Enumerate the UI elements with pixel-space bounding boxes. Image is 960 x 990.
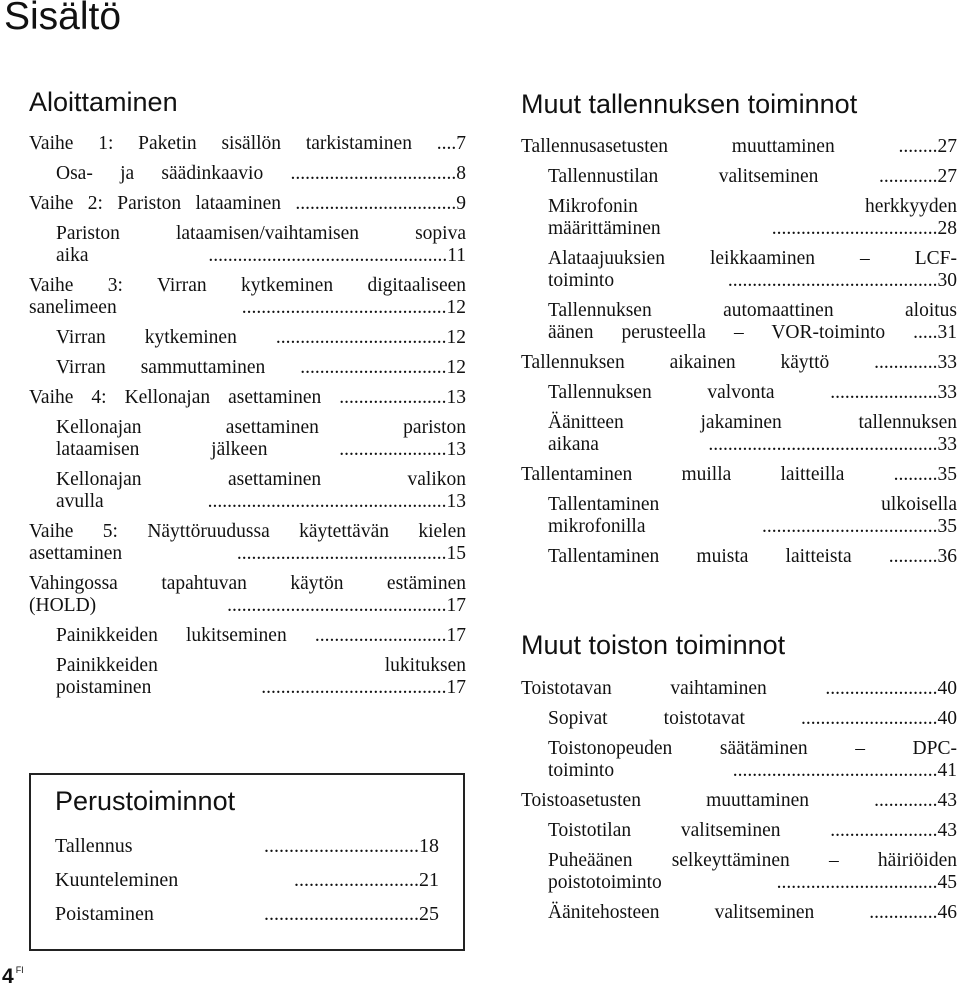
toc-entry[interactable]	[55, 903, 439, 925]
toc-entry[interactable]	[521, 464, 957, 486]
toc-leader-dots: .............	[874, 352, 938, 373]
toc-leader-dots: ...............................	[264, 903, 419, 925]
toc-leader-dots: ......................	[830, 382, 938, 403]
toc-entry-title: toiminto	[548, 270, 728, 291]
toc-entry[interactable]	[29, 223, 466, 267]
toc-leader-dots: ......................	[339, 387, 447, 408]
toc-page-number: 33	[937, 434, 957, 455]
toc-page-number: 12	[446, 357, 466, 378]
toc-entry-title: Vaihe 3: Virran kytkeminen digitaaliseen	[29, 275, 466, 296]
toc-leader-dots: .........	[893, 464, 938, 485]
toc-entry-title: avulla	[56, 491, 208, 512]
toc-entry-title: Tallennus	[55, 835, 264, 857]
toc-page-number: 30	[937, 270, 957, 291]
toc-entry-title: Tallennuksen valvonta	[548, 382, 831, 403]
toc-entry-title: Vaihe 5: Näyttöruudussa käytettävän kielen	[29, 521, 466, 542]
section-heading-basic-functions: Perustoiminnot	[55, 786, 236, 816]
toc-entry-title: määrittäminen	[548, 218, 772, 239]
toc-leader-dots: ...............................................	[708, 434, 938, 455]
toc-page-number: 12	[446, 327, 466, 348]
toc-leader-dots: ..................................	[290, 163, 457, 184]
toc-entry[interactable]	[521, 352, 957, 374]
toc-leader-dots: ....................................	[762, 516, 938, 537]
toc-page-number: 15	[446, 543, 466, 564]
toc-leader-dots: ...................................	[275, 327, 447, 348]
toc-page-number: 33	[937, 352, 957, 373]
toc-entry-title: mikrofonilla	[548, 516, 762, 537]
toc-page-number: 25	[419, 903, 439, 925]
toc-page-number: 43	[937, 790, 957, 811]
toc-entry-title: Virran sammuttaminen	[56, 357, 301, 378]
toc-entry[interactable]	[29, 327, 466, 349]
toc-entry[interactable]	[521, 546, 957, 568]
toc-leader-dots: ........	[898, 136, 938, 157]
toc-entry-title: Äänitteen jakaminen tallennuksen	[548, 412, 957, 433]
toc-entry-title: poistaminen	[56, 677, 262, 698]
toc-leader-dots: ..........................................	[732, 760, 938, 781]
page-number-value: 4	[2, 965, 14, 988]
toc-entry-title: Kellonajan asettaminen valikon	[56, 469, 466, 490]
toc-page-number: 35	[937, 464, 957, 485]
toc-leader-dots: ..............	[869, 902, 938, 923]
toc-entry[interactable]	[55, 835, 439, 857]
toc-leader-dots: ......................................	[261, 677, 447, 698]
toc-page-number: 17	[446, 625, 466, 646]
toc-leader-dots: ...........................................	[236, 543, 447, 564]
toc-entry-title: Alataajuuksien leikkaaminen – LCF-	[548, 248, 957, 269]
toc-leader-dots: ...............................	[264, 835, 419, 857]
toc-getting-started	[29, 133, 466, 707]
toc-entry-title: Äänitehosteen valitseminen	[548, 902, 870, 923]
region-code: FI	[15, 965, 24, 975]
toc-entry-title: Painikkeiden lukituksen	[56, 655, 466, 676]
toc-entry[interactable]	[29, 469, 466, 513]
toc-page-number: 21	[419, 869, 439, 891]
toc-page-number: 8	[456, 163, 466, 184]
toc-entry-title: Vaihe 1: Paketin sisällön tarkistaminen	[29, 133, 437, 154]
toc-page-number: 33	[937, 382, 957, 403]
toc-leader-dots: ..........	[888, 546, 938, 567]
toc-entry-title: Toistoasetusten muuttaminen	[521, 790, 875, 811]
toc-page-number: 40	[937, 708, 957, 729]
toc-page-number: 13	[446, 491, 466, 512]
toc-entry-title: aika	[56, 245, 209, 266]
toc-recording-functions	[521, 136, 957, 576]
toc-entry-title: Tallennustilan valitseminen	[548, 166, 879, 187]
toc-entry-title: poistotoiminto	[548, 872, 777, 893]
toc-page-number: 41	[937, 760, 957, 781]
toc-entry-title: Toistonopeuden säätäminen – DPC-	[548, 738, 957, 759]
toc-page-number: 27	[937, 166, 957, 187]
toc-entry-title: Tallennuksen automaattinen aloitus	[548, 300, 957, 321]
toc-entry[interactable]	[29, 625, 466, 647]
toc-entry-title: Vaihe 4: Kellonajan asettaminen	[29, 387, 340, 408]
toc-leader-dots: ....	[436, 133, 457, 154]
toc-page-number: 7	[456, 133, 466, 154]
toc-entry-title: Kellonajan asettaminen pariston	[56, 417, 466, 438]
toc-entry[interactable]	[521, 820, 957, 842]
toc-page-number: 45	[937, 872, 957, 893]
toc-entry-title: (HOLD)	[29, 595, 228, 616]
toc-page-number: 28	[937, 218, 957, 239]
toc-entry[interactable]	[521, 136, 957, 158]
toc-entry[interactable]	[521, 166, 957, 188]
toc-entry[interactable]	[29, 133, 466, 155]
toc-entry[interactable]	[521, 738, 957, 782]
page-title: Sisältö	[4, 0, 122, 38]
toc-leader-dots: ..........................................	[241, 297, 447, 318]
toc-page-number: 46	[937, 902, 957, 923]
toc-entry-title: toiminto	[548, 760, 733, 781]
toc-leader-dots: .................................	[295, 193, 457, 214]
toc-entry[interactable]	[29, 275, 466, 319]
toc-page-number: 27	[937, 136, 957, 157]
toc-entry[interactable]	[29, 417, 466, 461]
toc-leader-dots: ............................	[801, 708, 938, 729]
toc-entry-title: Vaihe 2: Pariston lataaminen	[29, 193, 296, 214]
toc-leader-dots: ......................	[339, 439, 447, 460]
toc-leader-dots: .........................	[294, 869, 419, 891]
toc-entry-title: Tallentaminen ulkoisella	[548, 494, 957, 515]
toc-entry[interactable]	[521, 678, 957, 700]
toc-page-number: 17	[446, 595, 466, 616]
toc-entry[interactable]	[521, 708, 957, 730]
toc-entry[interactable]	[521, 902, 957, 924]
toc-entry[interactable]	[29, 387, 466, 409]
toc-leader-dots: ..................................	[771, 218, 938, 239]
toc-leader-dots: .....	[913, 322, 938, 343]
toc-page-number: 18	[419, 835, 439, 857]
toc-playback-functions	[521, 678, 957, 932]
toc-entry-title: Pariston lataamisen/vaihtamisen sopiva	[56, 223, 466, 244]
toc-page-number: 35	[937, 516, 957, 537]
toc-page-number: 9	[456, 193, 466, 214]
toc-entry-title: aikana	[548, 434, 709, 455]
section-heading-playback-functions: Muut toiston toiminnot	[521, 630, 786, 660]
toc-leader-dots: .............................................	[227, 595, 447, 616]
toc-entry[interactable]	[521, 382, 957, 404]
toc-entry-title: Painikkeiden lukitseminen	[56, 625, 315, 646]
toc-entry[interactable]	[55, 869, 439, 891]
toc-entry[interactable]	[521, 494, 957, 538]
toc-entry-title: Virran kytkeminen	[56, 327, 276, 348]
toc-page-number: 11	[447, 245, 466, 266]
toc-entry[interactable]	[29, 357, 466, 379]
toc-page-number: 13	[446, 387, 466, 408]
section-heading-getting-started: Aloittaminen	[29, 87, 178, 117]
page-number	[2, 966, 24, 987]
toc-leader-dots: .................................................	[208, 245, 448, 266]
toc-leader-dots: .................................	[776, 872, 938, 893]
toc-page-number: 36	[937, 546, 957, 567]
toc-entry-title: Poistaminen	[55, 903, 264, 925]
toc-entry-title: Toistotilan valitseminen	[548, 820, 831, 841]
toc-entry[interactable]	[521, 300, 957, 344]
toc-entry[interactable]	[29, 573, 466, 617]
toc-entry-title: Toistotavan vaihtaminen	[521, 678, 826, 699]
toc-entry-title: asettaminen	[29, 543, 237, 564]
toc-page-number: 40	[937, 678, 957, 699]
toc-entry[interactable]	[521, 790, 957, 812]
toc-entry-title: Mikrofonin herkkyyden	[548, 196, 957, 217]
toc-entry[interactable]	[29, 193, 466, 215]
toc-page-number: 43	[937, 820, 957, 841]
toc-entry-title: Tallentaminen muilla laitteilla	[521, 464, 894, 485]
toc-page-number: 12	[446, 297, 466, 318]
toc-entry-title: äänen perusteella – VOR-toiminto	[548, 322, 914, 343]
toc-entry[interactable]	[29, 655, 466, 699]
toc-entry-title: Vahingossa tapahtuvan käytön estäminen	[29, 573, 466, 594]
toc-page-number: 31	[937, 322, 957, 343]
toc-entry-title: sanelimeen	[29, 297, 242, 318]
toc-entry-title: Kuunteleminen	[55, 869, 294, 891]
toc-entry-title: Tallennuksen aikainen käyttö	[521, 352, 875, 373]
toc-entry-title: lataamisen jälkeen	[56, 439, 340, 460]
toc-entry-title: Tallentaminen muista laitteista	[548, 546, 889, 567]
section-heading-recording-functions: Muut tallennuksen toiminnot	[521, 89, 858, 119]
toc-entry-title: Tallennusasetusten muuttaminen	[521, 136, 899, 157]
toc-entry-title: Osa- ja säädinkaavio	[56, 163, 291, 184]
toc-leader-dots: ...........................	[314, 625, 447, 646]
toc-leader-dots: ............	[879, 166, 938, 187]
toc-leader-dots: .......................	[825, 678, 938, 699]
toc-entry[interactable]	[521, 196, 957, 240]
toc-page-number: 17	[446, 677, 466, 698]
toc-entry-title: Puheäänen selkeyttäminen – häiriöiden	[548, 850, 957, 871]
toc-entry[interactable]	[29, 163, 466, 185]
toc-entry[interactable]	[521, 850, 957, 894]
toc-leader-dots: .................................................	[207, 491, 447, 512]
toc-basic-functions	[55, 835, 439, 937]
toc-entry[interactable]	[521, 412, 957, 456]
toc-leader-dots: ......................	[830, 820, 938, 841]
toc-entry[interactable]	[521, 248, 957, 292]
toc-leader-dots: ...........................................	[727, 270, 938, 291]
toc-leader-dots: .............	[874, 790, 938, 811]
toc-page-number: 13	[446, 439, 466, 460]
toc-entry-title: Sopivat toistotavat	[548, 708, 801, 729]
toc-leader-dots: ..............................	[300, 357, 447, 378]
toc-entry[interactable]	[29, 521, 466, 565]
